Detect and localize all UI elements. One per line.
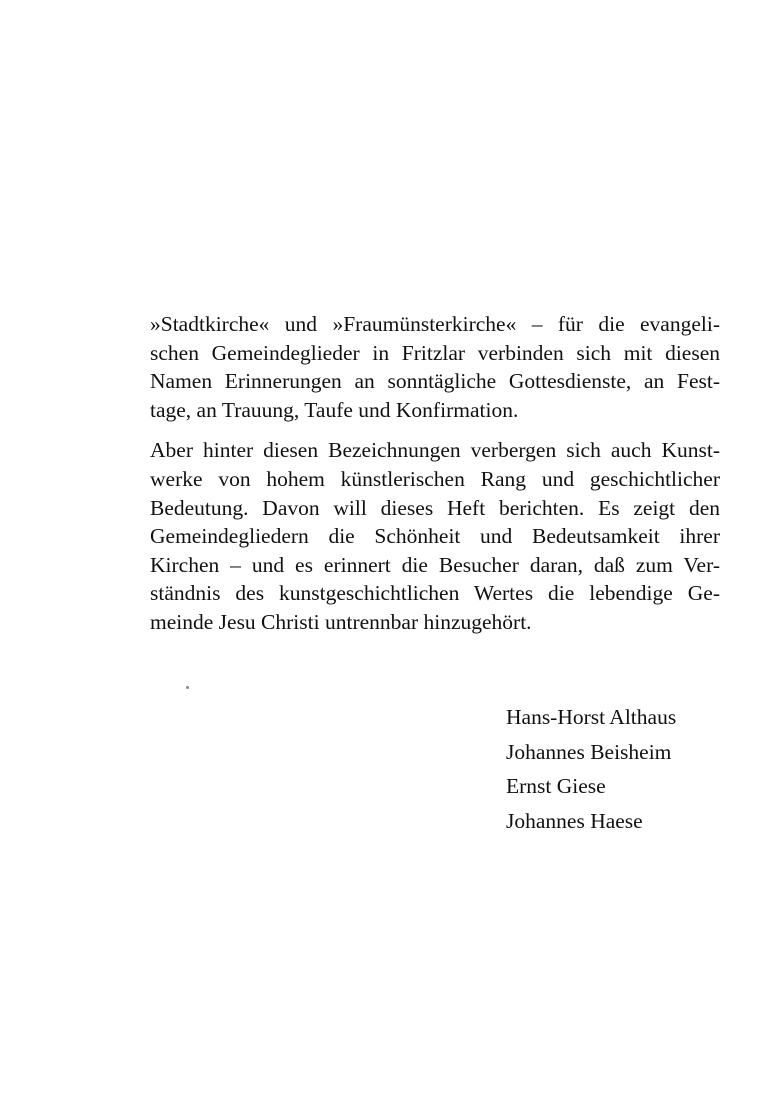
- author-name: Ernst Giese: [506, 774, 606, 798]
- scan-speck: [186, 686, 189, 689]
- text-line: Namen Erinnerungen an sonntägliche Gottesdienste, an Fest-: [150, 369, 720, 394]
- text-line: Kirchen – und es erinnert die Besucher daran, daß zum Ver-: [150, 552, 720, 577]
- text-line: Aber hinter diesen Bezeichnungen verbergen sich auch Kunst-: [150, 438, 720, 463]
- text-line: Bedeutung. Davon will dieses Heft berichten. Es zeigt den: [150, 495, 720, 520]
- text-line: werke von hohem künstlerischen Rang und geschichtlicher: [150, 466, 720, 491]
- paragraph-2: [150, 436, 720, 636]
- text-line: schen Gemeindeglieder in Fritzlar verbinden sich mit diesen: [150, 340, 720, 365]
- text-line: meinde Jesu Christi untrennbar hinzugehört.: [150, 609, 532, 634]
- preface-text: [150, 310, 720, 637]
- author-name: Johannes Beisheim: [506, 739, 672, 764]
- text-line: ständnis des kunstgeschichtlichen Wertes die lebendige Ge-: [150, 581, 720, 606]
- author-name: Johannes Haese: [506, 808, 643, 833]
- text-line: Gemeindegliedern die Schönheit und Bedeutsamkeit ihrer: [150, 524, 720, 549]
- text-line: »Stadtkirche« und »Fraumünsterkirche« – für die evangeli-: [150, 312, 720, 336]
- author-signatures: [506, 700, 736, 838]
- paragraph-1: [150, 310, 720, 424]
- text-line: tage, an Trauung, Taufe und Konfirmation.: [150, 397, 519, 422]
- author-name: Hans-Horst Althaus: [506, 705, 677, 729]
